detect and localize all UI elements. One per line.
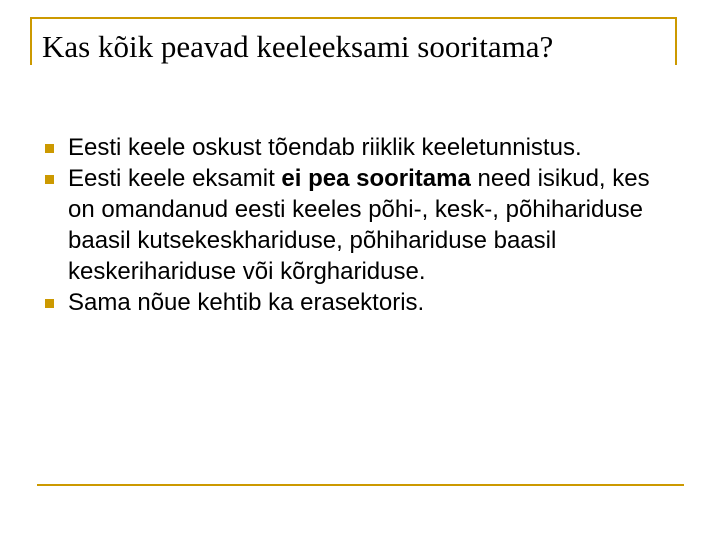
bullet-text-2-emphasis: ei pea sooritama — [281, 165, 471, 192]
bullet-text-1: Eesti keele oskust tõendab riiklik keeletunnistus. — [68, 134, 582, 161]
title-frame-left-rule — [30, 17, 32, 65]
title-frame-right-rule — [675, 17, 677, 65]
square-bullet-icon — [45, 175, 54, 184]
bullet-item-3 — [40, 287, 680, 318]
title-frame-top-rule — [30, 17, 677, 19]
square-bullet-icon — [45, 144, 54, 153]
bullet-text-2-after: need isikud, kes on omandanud eesti keeles põhi-, kesk-, põhihariduse baasil kutsekeskhariduse, põhihariduse baasil keskerihariduse või kõrghariduse. — [68, 165, 650, 285]
square-bullet-icon — [45, 299, 54, 308]
bullet-list — [40, 132, 680, 318]
bullet-item-2 — [40, 163, 680, 287]
bullet-text-2-before: Eesti keele eksamit — [68, 165, 282, 192]
slide-title: Kas kõik peavad keeleeksami sooritama? — [42, 29, 554, 64]
bullet-text-3: Sama nõue kehtib ka erasektoris. — [68, 289, 425, 316]
bullet-item-1 — [40, 132, 680, 163]
bottom-rule — [37, 484, 684, 486]
bullet-text-2 — [68, 163, 680, 287]
